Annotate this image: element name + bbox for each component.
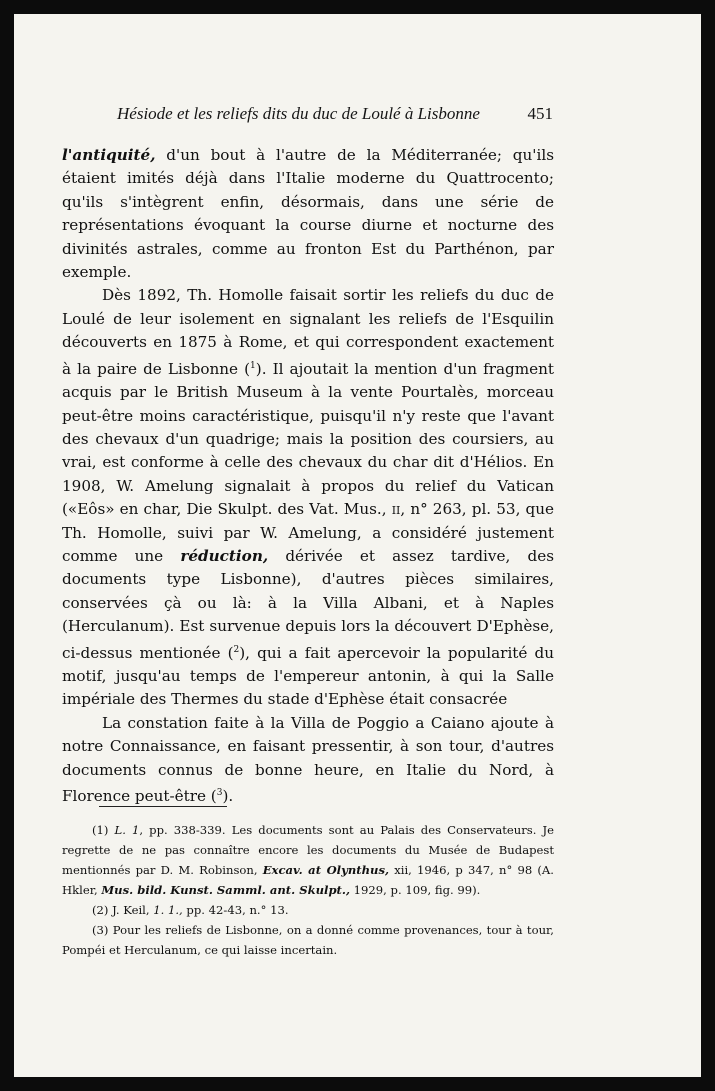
- page-number: 451: [527, 104, 553, 123]
- footnote-1-excav: Excav. at Olynthus,: [262, 863, 390, 877]
- footnote-2-text-b: pp. 42-43, n.° 13.: [182, 903, 289, 917]
- footnote-1-text-a: , pp. 338-339. Les documents sont au Palais des Conservateurs. Je regrette de ne pas connaître encore les documents du Musée de Budapest mentionnés par D. M. Robinson,: [62, 823, 555, 877]
- footnote-3-text: Pour les reliefs de Lisbonne, on a donné comme provenances, tour à tour, Pompéi et Herculanum, ce qui laisse incertain.: [62, 923, 554, 957]
- paragraph-2-text-c: , n° 263, pl. 53, que Th. Homolle, suivi par W. Amelung, a considéré justement comme une: [62, 500, 554, 565]
- footnote-ref-1: 1: [250, 360, 256, 371]
- paragraph-3-text-a: La constation faite à la Villa de Poggio a Caiano ajoute à notre Connaissance, en faisant pressentir, à son tour, d'autres documents connus de bonne heure, en Italie du Nord, à Florence peut-être (: [62, 713, 554, 806]
- scanned-page: [14, 14, 701, 1077]
- running-title: Hésiode et les reliefs dits du duc de Loulé à Lisbonne: [117, 104, 480, 123]
- paragraph-1-text: d'un bout à l'autre de la Méditerranée; qu'ils étaient imités déjà dans l'Italie moderne du Quattrocento; qu'ils s'intègrent enfin, désormais, dans une série de représentations évoquant la course diurne et nocturne des divinités astrales, comme au fronton Est du Parthénon, par exemple.: [62, 146, 554, 282]
- footnote-1: [62, 820, 554, 900]
- footnote-ref-3: 3: [216, 788, 223, 799]
- roman-volume: ii: [391, 500, 401, 519]
- running-header: [117, 104, 553, 124]
- italic-lead: l'antiquité,: [62, 146, 156, 164]
- footnote-2-mark: (2): [92, 903, 109, 917]
- main-text: [62, 144, 554, 809]
- paragraph-2-text-e: ), qui a fait apercevoir la popularité du motif, jusqu'au temps de l'empereur antonin, à qui la Salle impériale des Thermes du stade d'Ephèse était consacrée: [62, 643, 554, 709]
- italic-reduction: réduction,: [180, 546, 269, 565]
- paragraph-2-text-a: Dès 1892, Th. Homolle faisait sortir les reliefs du duc de Loulé de leur isolement en signalant les reliefs de l'Esquilin découverts en 1875 à Rome, et qui correspondent exactement à la paire de Lisbonne (: [62, 286, 554, 378]
- paragraph-2-text-b: ). Il ajoutait la mention d'un fragment acquis par le British Museum à la vente Pourtalès, morceau peut-être moins caractéristique, puisqu'il n'y reste que l'avant des chevaux d'un quadrige; mais la position des coursiers, au vrai, est conforme à celle des chevaux du char dit d'Hélios. En 1908, W. Amelung signalait à propos du relief du Vatican («Eôs» en char, Die Skulpt. des Vat. Mus.,: [62, 359, 554, 519]
- footnote-2-ref: 1. 1.,: [153, 903, 183, 917]
- paragraph-2: [62, 284, 554, 711]
- footnote-2: [62, 900, 554, 920]
- footnote-ref-2: 2: [233, 644, 240, 655]
- footnote-1-mark: (1): [92, 823, 109, 837]
- footnote-1-ref: L. 1: [114, 823, 140, 837]
- footnote-1-mus: Mus. bild. Kunst. Samml. ant. Skulpt.,: [101, 883, 350, 897]
- footnote-2-text-a: J. Keil,: [108, 903, 154, 917]
- footnote-divider: [99, 806, 227, 807]
- footnotes: [62, 820, 554, 960]
- footnote-3: [62, 920, 554, 960]
- footnote-1-text-b: xii, 1946, p 347, n° 98 (A. Hkler,: [62, 863, 554, 897]
- paragraph-3-text-b: ).: [222, 787, 234, 806]
- footnote-3-mark: (3): [92, 923, 109, 937]
- paragraph-3: [62, 712, 554, 809]
- paragraph-1: [62, 144, 554, 284]
- footnote-1-text-c: 1929, p. 109, fig. 99).: [349, 883, 481, 897]
- paragraph-2-text-d: dérivée et assez tardive, des documents type Lisbonne), d'autres pièces similaires, conservées çà ou là: à la Villa Albani, et à Naples (Herculanum). Est survenue depuis lors la découvert D'Ephèse, ci-dessus mentionée (: [62, 546, 554, 662]
